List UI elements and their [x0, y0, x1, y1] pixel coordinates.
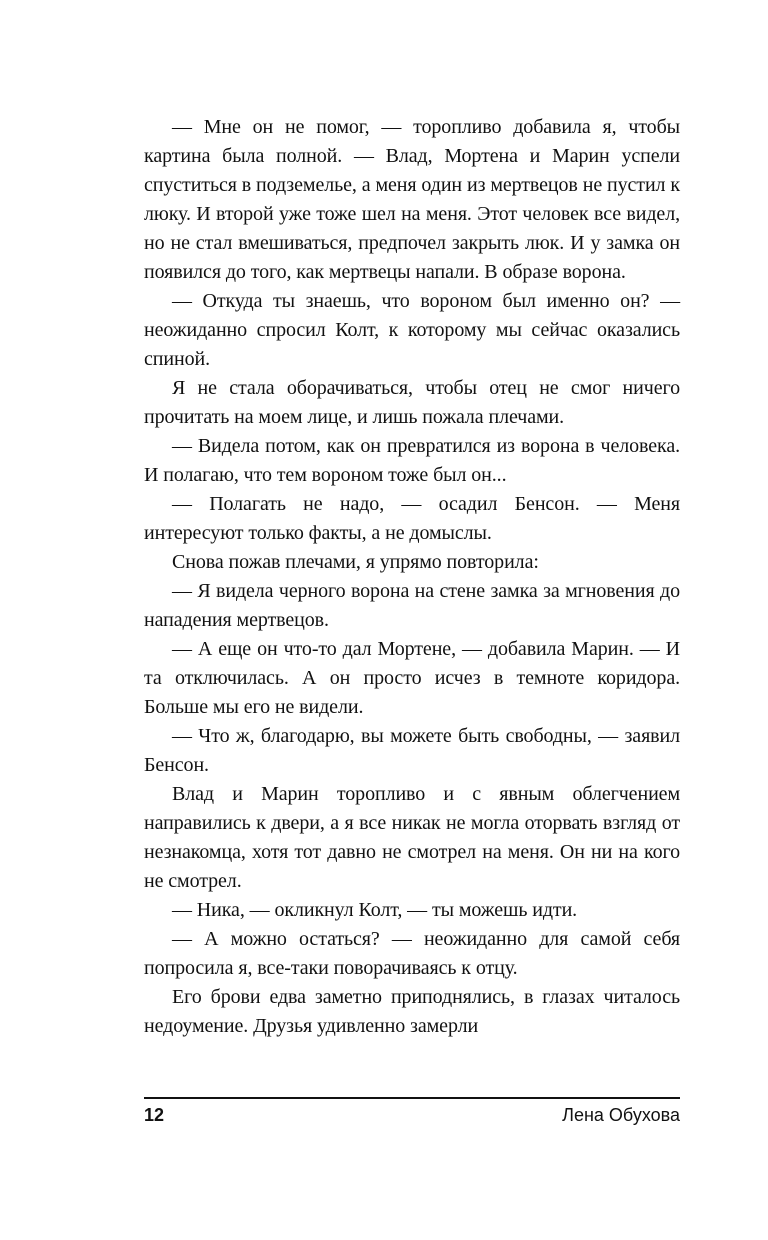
paragraph: Снова пожав плечами, я упрямо повторила: — [172, 551, 539, 573]
paragraph: Влад и Марин торопливо и с явным облегчением направились к двери, а я все никак не могла оторвать взгляд от незнакомца, хотя тот давно не смотрел на меня. Он ни на кого не смотрел. — [144, 783, 680, 892]
paragraph: — Откуда ты знаешь, что вороном был именно он? — неожиданно спросил Колт, к которому мы сейчас оказались спиной. — [144, 290, 680, 370]
paragraph: — Видела потом, как он превратился из ворона в человека. И полагаю, что тем вороном тоже был он... — [144, 435, 680, 486]
running-author: Лена Обухова — [562, 1105, 680, 1125]
paragraph: — А можно остаться? — неожиданно для самой себя попросила я, все-таки поворачиваясь к отцу. — [144, 928, 680, 979]
page-footer — [144, 1105, 680, 1126]
paragraph: — Мне он не помог, — торопливо добавила я, чтобы картина была полной. — Влад, Мортена и Марин успели спуститься в подземелье, а меня один из мертвецов не пустил к люку. И второй уже тоже шел на меня. Этот человек все видел, но не стал вмешиваться, предпочел закрыть люк. И у замка он появился до того, как мертвецы напали. В образе ворона. — [144, 116, 680, 283]
paragraph: — Полагать не надо, — осадил Бенсон. — Меня интересуют только факты, а не домыслы. — [144, 493, 680, 544]
paragraph: — Я видела черного ворона на стене замка за мгновения до нападения мертвецов. — [144, 580, 680, 631]
page-number: 12 — [144, 1105, 165, 1125]
paragraph: — А еще он что-то дал Мортене, — добавила Марин. — И та отключилась. А он просто исчез в темноте коридора. Больше мы его не видели. — [144, 638, 680, 718]
paragraph: — Что ж, благодарю, вы можете быть свободны, — заявил Бенсон. — [144, 725, 680, 776]
footer-divider — [144, 1097, 680, 1099]
paragraph: — Ника, — окликнул Колт, — ты можешь идти. — [172, 899, 578, 921]
paragraph: Его брови едва заметно приподнялись, в глазах читалось недоумение. Друзья удивленно замерли — [144, 986, 680, 1037]
page-body — [144, 113, 680, 1041]
paragraph: Я не стала оборачиваться, чтобы отец не смог ничего прочитать на моем лице, и лишь пожала плечами. — [144, 377, 680, 428]
